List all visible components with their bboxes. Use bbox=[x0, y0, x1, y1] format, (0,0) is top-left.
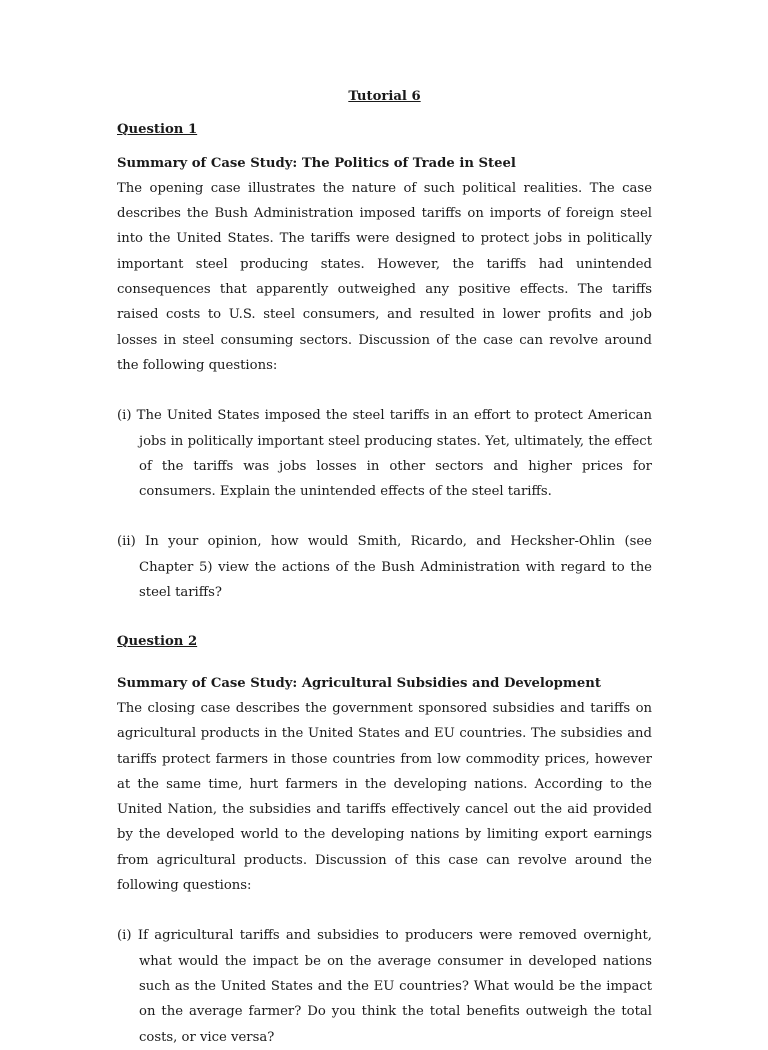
question-2-item-i: (i) If agricultural tariffs and subsidies to producers were removed overnight, what would the impact be on the average consumer in developed nations such as the United States and the EU countries? What would be the impact on the average farmer? Do you think the total benefits outweigh the total costs, or vice versa? bbox=[117, 928, 652, 1045]
question-1-paragraph: The opening case illustrates the nature of such political realities. The case describes the Bush Administration imposed tariffs on imports of foreign steel into the United States. The tariffs were designed to protect jobs in politically important steel producing states. However, the tariffs had unintended consequences that apparently outweighed any positive effects. The tariffs raised costs to U.S. steel consumers, and resulted in lower profits and job losses in steel consuming sectors. Discussion of the case can revolve around the following questions: bbox=[117, 180, 652, 373]
question-2-summary-heading: Summary of Case Study: Agricultural Subsidies and Development bbox=[117, 675, 601, 691]
question-2-heading: Question 2 bbox=[117, 634, 198, 650]
question-1-heading: Question 1 bbox=[117, 122, 198, 138]
document-page bbox=[117, 84, 652, 1050]
page-title: Tutorial 6 bbox=[348, 89, 421, 104]
question-1-item-ii: (ii) In your opinion, how would Smith, Ricardo, and Hecksher-Ohlin (see Chapter 5) view the actions of the Bush Administration with regard to the steel tariffs? bbox=[117, 534, 652, 601]
question-1-item-i: (i) The United States imposed the steel tariffs in an effort to protect American jobs in politically important steel producing states. Yet, ultimately, the effect of the tariffs was jobs losses in other sectors and higher prices for consumers. Explain the unintended effects of the steel tariffs. bbox=[117, 408, 652, 500]
question-1-summary-heading: Summary of Case Study: The Politics of Trade in Steel bbox=[117, 155, 516, 171]
question-2-paragraph: The closing case describes the government sponsored subsidies and tariffs on agricultural products in the United States and EU countries. The subsidies and tariffs protect farmers in those countries from low commodity prices, however at the same time, hurt farmers in the developing nations. According to the United Nation, the subsidies and tariffs effectively cancel out the aid provided by the developed world to the developing nations by limiting export earnings from agricultural products. Discussion of this case can revolve around the following questions: bbox=[117, 700, 652, 894]
